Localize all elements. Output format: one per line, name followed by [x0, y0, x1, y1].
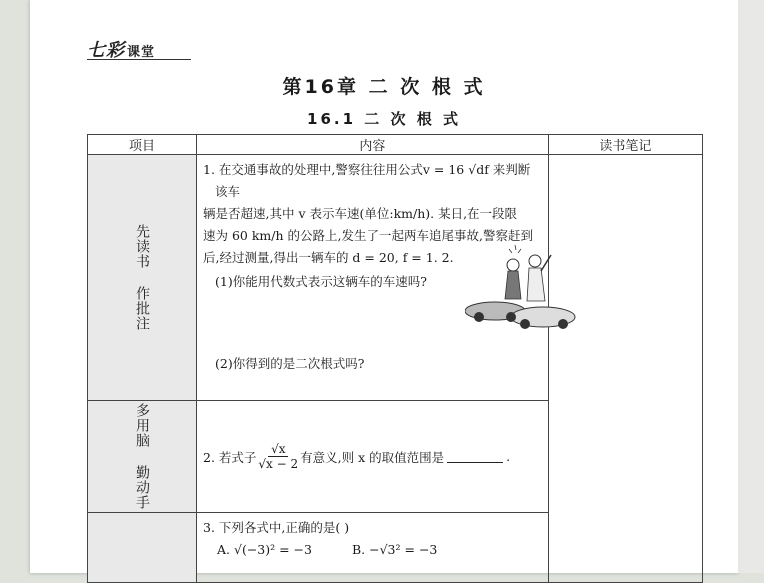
question-3: 3. 下列各式中,正确的是( ) A. √(−3)² = −3 B. −√3² = −3	[197, 513, 549, 583]
car-accident-illustration	[465, 241, 577, 331]
answer-blank	[447, 450, 503, 463]
viewer-gutter	[738, 0, 764, 573]
question-2: 2. 若式子 $\frac{√x}{√x - 2}$ 有意义,则 x 的取值范围是 .	[197, 401, 549, 513]
option-a: A. √(−3)² = −3	[217, 542, 312, 557]
question-1-part-1: (1)你能用代数式表示这辆车的车速吗?	[215, 274, 427, 289]
chapter-title: 第16章 二 次 根 式	[282, 76, 486, 98]
brand-logo: 七彩 课堂	[87, 40, 156, 61]
option-b: B. −√3² = −3	[351, 542, 438, 557]
question-1-part-2: (2)你得到的是二次根式吗?	[215, 356, 365, 371]
question-1: 1. 在交通事故的处理中,警察往往用公式v = 16 √df 来判断该车 辆是否超速,其中 v 表示车速(单位:km/h). 某日,在一段限 速为 60 km/h 的公路上,发生了一起两车追尾事故,警察赶到 后,经过测量,得出一辆车的 d = 20, f = 1. 2. (1)你能用代数式表示这辆车的车速吗? (2)你得到的是二次根式吗?	[197, 155, 549, 401]
worksheet-table	[87, 134, 703, 583]
header-notes: 读书笔记	[548, 135, 702, 155]
document-page	[30, 0, 738, 573]
fraction: $\frac{√x}{√x - 2}$	[258, 442, 299, 471]
notes-column	[548, 155, 702, 583]
section-title: 16.1 二 次 根 式	[307, 110, 461, 128]
side-label-read: 先读书 作批注	[88, 155, 197, 401]
header-content: 内容	[197, 135, 549, 155]
header-item: 项目	[88, 135, 197, 155]
side-label-think: 多用脑 勤动手	[88, 401, 197, 513]
side-label-blank	[88, 513, 197, 583]
logo-underline	[87, 59, 191, 60]
